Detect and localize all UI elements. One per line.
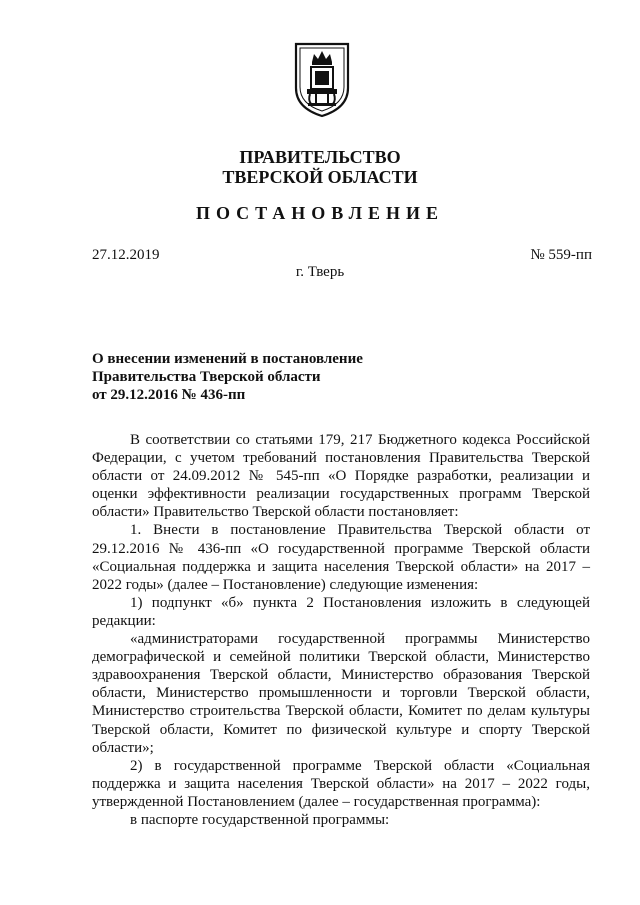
document-number: № 559-пп: [530, 247, 592, 263]
government-title-line2: ТВЕРСКОЙ ОБЛАСТИ: [222, 167, 418, 187]
body-paragraph: 1) подпункт «б» пункта 2 Постановления изложить в следующей редакции:: [92, 594, 590, 629]
document-body: [92, 431, 590, 829]
subject-line: О внесении изменений в постановление: [92, 351, 363, 367]
document-subject: [92, 350, 452, 404]
subject-line: от 29.12.2016 № 436-пп: [92, 387, 246, 403]
subject-line: Правительства Тверской области: [92, 369, 321, 385]
tver-coat-of-arms-icon: [294, 42, 350, 118]
document-city: г. Тверь: [295, 264, 345, 280]
body-paragraph: в паспорте государственной программы:: [130, 811, 390, 828]
document-date: 27.12.2019: [92, 247, 160, 263]
body-paragraph: В соответствии со статьями 179, 217 Бюджетного кодекса Российской Федерации, с учетом требований постановления Правительства Тверской области от 24.09.2012 № 545-пп «О Порядке разработки, реализации и оценки эффективности реализации государственных программ Тверской области» Правительство Тверской области постановляет:: [92, 432, 590, 521]
government-title-line1: ПРАВИТЕЛЬСТВО: [239, 147, 401, 167]
body-paragraph: 2) в государственной программе Тверской области «Социальная поддержка и защита населения Тверской области» на 2017 – 2022 годы, утвержденной Постановлением (далее – государственная программа):: [92, 757, 590, 810]
document-type-title: ПОСТАНОВЛЕНИЕ: [195, 203, 445, 223]
body-paragraph: «администраторами государственной программы Министерство демографической и семейной политики Тверской области, Министерство здравоохранения Тверской области, Министерство образования Тверской области, Министерство промышленности и торговли Тверской области, Министерство строительства Тверской области, Комитет по делам культуры Тверской области, Комитет по физической культуре и спорту Тверской области»;: [92, 631, 590, 756]
body-paragraph: 1. Внести в постановление Правительства Тверской области от 29.12.2016 № 436-пп «О государственной программе Тверской области «Социальная поддержка и защита населения Тверской области» на 2017 – 2022 годы» (далее – Постановление) следующие изменения:: [92, 522, 590, 593]
